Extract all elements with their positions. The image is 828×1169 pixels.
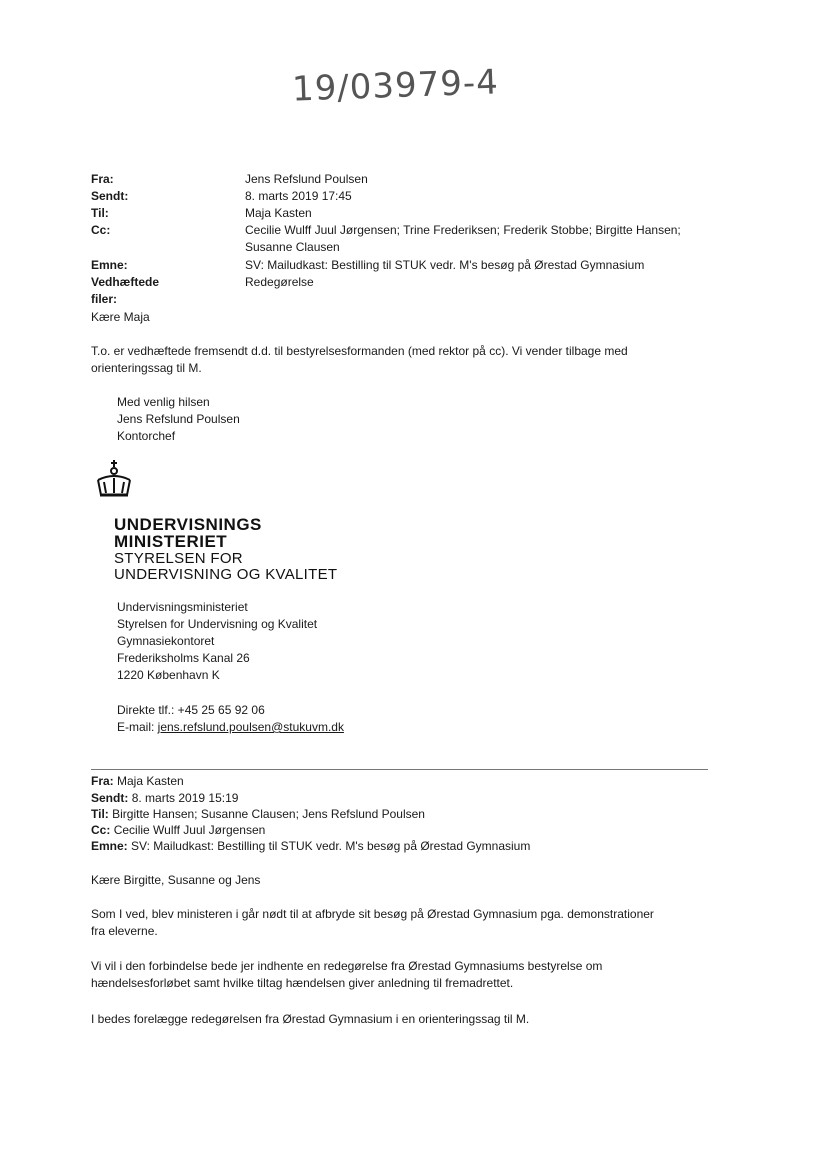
fw-subject-value: SV: Mailudkast: Bestilling til STUK vedr. M's besøg på Ørestad Gymnasium [131,839,531,853]
header-to-label: Til: [91,206,109,220]
header-cc-label: Cc: [91,223,111,237]
body-2-p2-line-2: hændelsesforløbet samt hvilke tiltag hændelsen giver anledning til fremadrettet. [91,976,514,990]
logo-line-2: MINISTERIET [114,532,228,551]
forward-separator [91,769,708,770]
fw-cc-row [91,822,265,839]
fw-cc-label: Cc: [91,823,111,837]
logo-line-4: UNDERVISNING OG KVALITET [114,566,338,583]
logo-line-3: STYRELSEN FOR [114,550,243,567]
fw-from-value: Maja Kasten [117,774,184,788]
sig-org: Undervisningsministeriet [117,600,248,614]
sig-street: Frederiksholms Kanal 26 [117,651,250,665]
header-cc-value-cont: Susanne Clausen [245,240,340,254]
fw-subject-row [91,838,530,855]
header-cc-value: Cecilie Wulff Juul Jørgensen; Trine Frederiksen; Frederik Stobbe; Birgitte Hansen; [245,223,681,237]
body-2-p2-line-1: Vi vil i den forbindelse bede jer indhente en redegørelse fra Ørestad Gymnasiums bestyrelse om [91,959,603,973]
sender-title: Kontorchef [117,429,176,443]
journal-number-stamp: 19/03979-4 [291,62,500,110]
greeting-2: Kære Birgitte, Susanne og Jens [91,873,261,887]
header-attachments-label: Vedhæftede filer: [91,275,160,306]
header-from-value: Jens Refslund Poulsen [245,172,368,186]
fw-from-label: Fra: [91,774,114,788]
body-2-p1-line-1: Som I ved, blev ministeren i går nødt til at afbryde sit besøg på Ørestad Gymnasium pga. demonstrationer [91,907,654,921]
fw-to-value: Birgitte Hansen; Susanne Clausen; Jens Refslund Poulsen [112,807,425,821]
crown-logo-icon [92,458,136,505]
sig-agency: Styrelsen for Undervisning og Kvalitet [117,617,318,631]
greeting-1: Kære Maja [91,310,150,324]
sig-email-link[interactable]: jens.refslund.poulsen@stukuvm.dk [157,720,344,734]
body-2-p3: I bedes forelægge redegørelsen fra Ørestad Gymnasium i en orienteringssag til M. [91,1012,530,1026]
header-attachments-value[interactable]: Redegørelse [245,275,314,289]
fw-sent-row [91,790,238,807]
sender-name: Jens Refslund Poulsen [117,412,240,426]
fw-to-row [91,806,425,823]
sig-email-row [117,719,344,736]
fw-subject-label: Emne: [91,839,128,853]
header-subject-label: Emne: [91,258,128,272]
fw-to-label: Til: [91,807,109,821]
body-2-p1-line-2: fra eleverne. [91,924,158,938]
header-sent-value: 8. marts 2019 17:45 [245,189,352,203]
body-1-line-2: orienteringssag til M. [91,361,202,375]
fw-sent-label: Sendt: [91,791,129,805]
header-to-value: Maja Kasten [245,206,312,220]
logo-line-1: UNDERVISNINGS [114,515,262,534]
header-from-label: Fra: [91,172,114,186]
fw-from-row [91,773,184,790]
closing: Med venlig hilsen [117,395,210,409]
fw-sent-value: 8. marts 2019 15:19 [131,791,239,805]
sig-city: 1220 København K [117,668,220,682]
header-sent-label: Sendt: [91,189,129,203]
sig-office: Gymnasiekontoret [117,634,215,648]
fw-cc-value: Cecilie Wulff Juul Jørgensen [113,823,266,837]
sig-phone: Direkte tlf.: +45 25 65 92 06 [117,703,265,717]
body-1-line-1: T.o. er vedhæftede fremsendt d.d. til bestyrelsesformanden (med rektor på cc). Vi vender tilbage med [91,344,628,358]
sig-email-label: E-mail: [117,720,158,734]
header-subject-value: SV: Mailudkast: Bestilling til STUK vedr. M's besøg på Ørestad Gymnasium [245,258,645,272]
